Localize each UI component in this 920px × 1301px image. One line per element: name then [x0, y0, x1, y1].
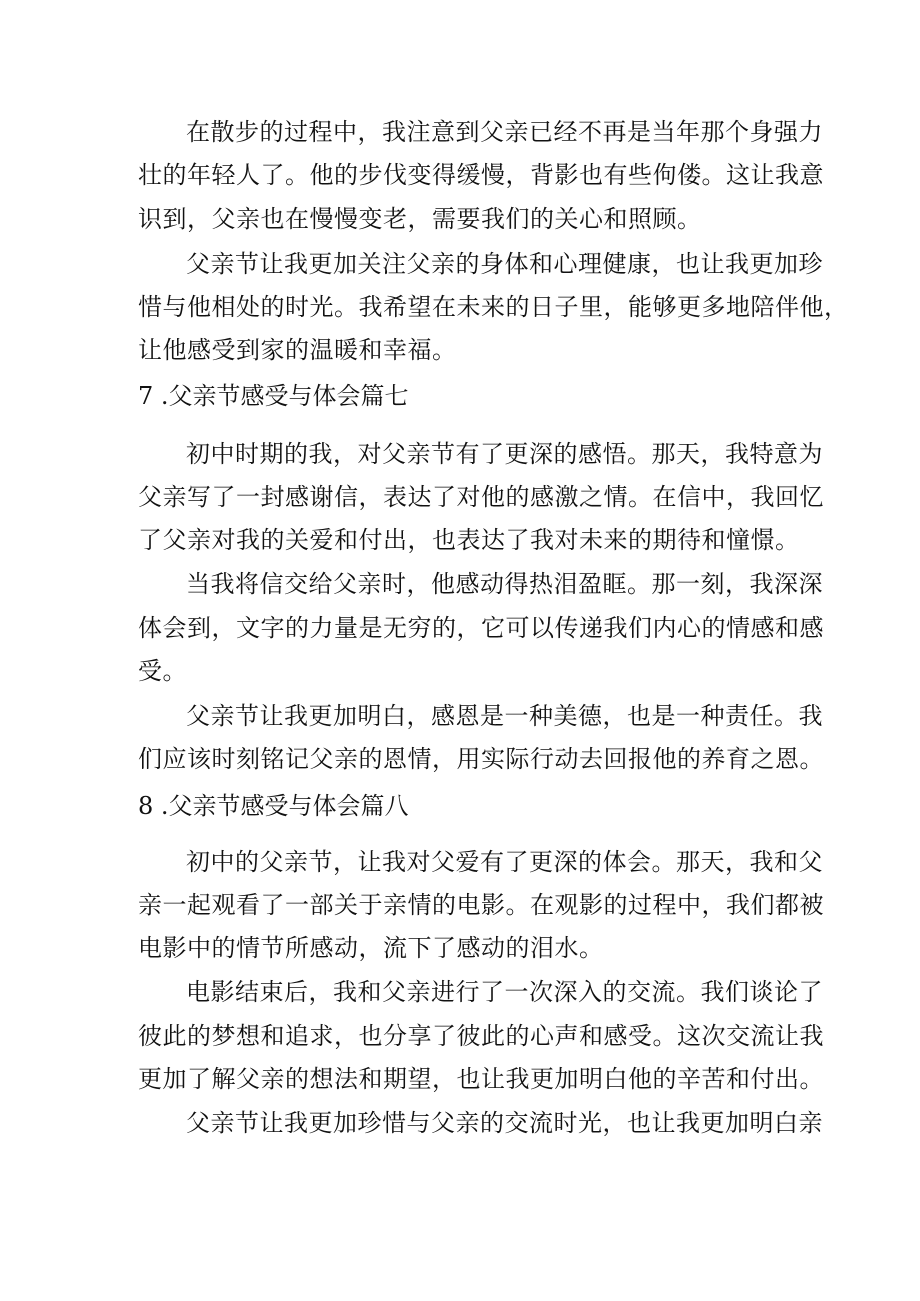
- paragraph-line: 电影结束后，我和父亲进行了一次深入的交流。我们谈论了: [186, 978, 823, 1006]
- paragraph-line: 父亲节让我更加关注父亲的身体和心理健康，也让我更加珍: [186, 250, 823, 278]
- paragraph-line: 让他感受到家的温暖和幸福。: [138, 336, 457, 364]
- paragraph-line: 当我将信交给父亲时，他感动得热泪盈眶。那一刻，我深深: [186, 570, 823, 598]
- paragraph-line: 识到，父亲也在慢慢变老，需要我们的关心和照顾。: [138, 205, 702, 233]
- paragraph-line: 初中时期的我，对父亲节有了更深的感悟。那天，我特意为: [186, 440, 823, 468]
- paragraph-line: 惜与他相处的时光。我希望在未来的日子里，能够更多地陪伴他，: [138, 293, 849, 321]
- section-heading: 8 .父亲节感受与体会篇八: [138, 792, 409, 820]
- paragraph-line: 父亲节让我更加珍惜与父亲的交流时光，也让我更加明白亲: [186, 1109, 823, 1137]
- paragraph-line: 了父亲对我的关爱和付出，也表达了我对未来的期待和憧憬。: [138, 526, 800, 554]
- paragraph-line: 父亲写了一封感谢信，表达了对他的感激之情。在信中，我回忆: [138, 483, 824, 511]
- paragraph-line: 彼此的梦想和追求，也分享了彼此的心声和感受。这次交流让我: [138, 1022, 824, 1050]
- paragraph-line: 们应该时刻铭记父亲的恩情，用实际行动去回报他的养育之恩。: [138, 745, 824, 773]
- section-heading: 7 .父亲节感受与体会篇七: [138, 382, 409, 410]
- paragraph-line: 父亲节让我更加明白，感恩是一种美德，也是一种责任。我: [186, 702, 823, 730]
- paragraph-line: 电影中的情节所感动，流下了感动的泪水。: [138, 934, 604, 962]
- paragraph-line: 初中的父亲节，让我对父爱有了更深的体会。那天，我和父: [186, 848, 823, 876]
- paragraph-line: 壮的年轻人了。他的步伐变得缓慢，背影也有些佝偻。这让我意: [138, 161, 824, 189]
- paragraph-line: 亲一起观看了一部关于亲情的电影。在观影的过程中，我们都被: [138, 891, 824, 919]
- paragraph-line: 更加了解父亲的想法和期望，也让我更加明白他的辛苦和付出。: [138, 1065, 824, 1093]
- paragraph-line: 体会到，文字的力量是无穷的，它可以传递我们内心的情感和感: [138, 614, 824, 642]
- paragraph-line: 在散步的过程中，我注意到父亲已经不再是当年那个身强力: [186, 118, 823, 146]
- paragraph-line: 受。: [138, 657, 187, 685]
